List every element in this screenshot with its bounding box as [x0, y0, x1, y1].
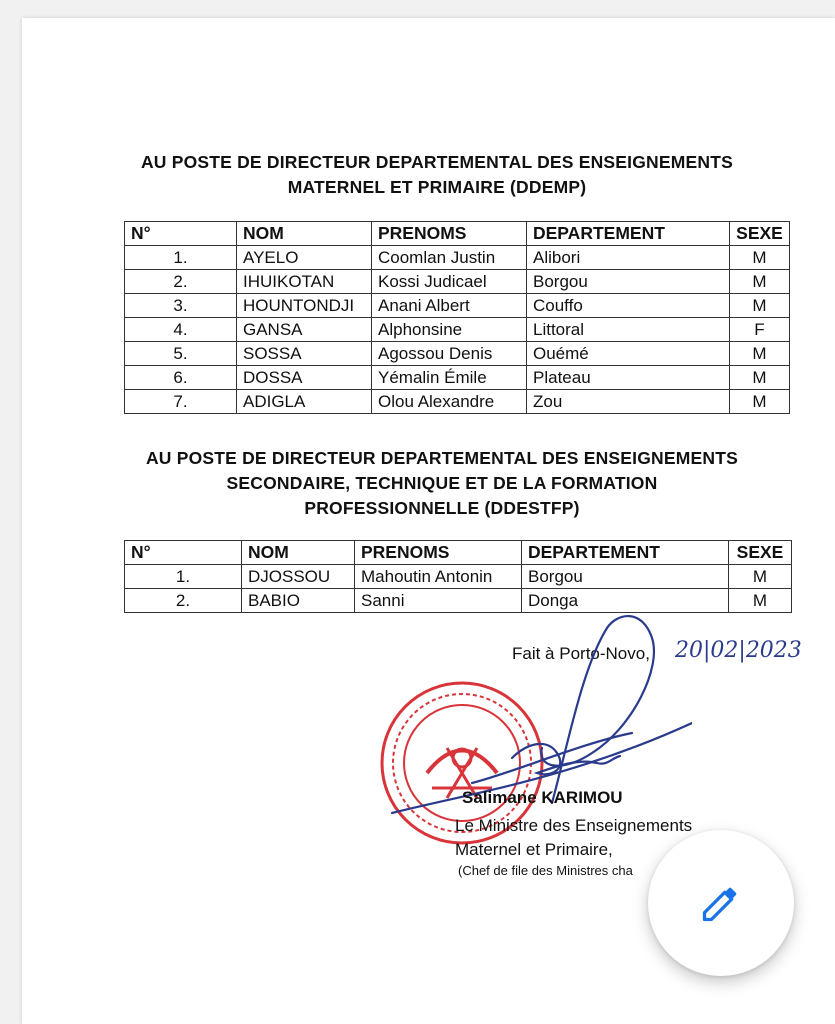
- cell-number: 1.: [125, 565, 242, 589]
- cell-nom: HOUNTONDJI: [237, 294, 372, 318]
- cell-sexe: F: [730, 318, 790, 342]
- cell-nom: ADIGLA: [237, 390, 372, 414]
- cell-nom: DOSSA: [237, 366, 372, 390]
- cell-nom: DJOSSOU: [242, 565, 355, 589]
- cell-number: 1.: [125, 246, 237, 270]
- col-number: N°: [125, 222, 237, 246]
- col-nom: NOM: [242, 541, 355, 565]
- table-header-row: [125, 222, 790, 246]
- cell-sexe: M: [730, 246, 790, 270]
- table-row: [125, 246, 790, 270]
- cell-sexe: M: [730, 270, 790, 294]
- table-row: [125, 294, 790, 318]
- cell-nom: IHUIKOTAN: [237, 270, 372, 294]
- section1-heading: AU POSTE DE DIRECTEUR DEPARTEMENTAL DES ENSEIGNEMENTS MATERNEL ET PRIMAIRE (DDEMP): [140, 152, 734, 197]
- col-prenoms: PRENOMS: [372, 222, 527, 246]
- signatory-name: Salimane KARIMOU: [462, 788, 623, 807]
- col-departement: DEPARTEMENT: [522, 541, 729, 565]
- cell-sexe: M: [729, 589, 792, 613]
- cell-number: 6.: [125, 366, 237, 390]
- cell-number: 3.: [125, 294, 237, 318]
- edit-button[interactable]: [648, 830, 794, 976]
- cell-prenoms: Yémalin Émile: [372, 366, 527, 390]
- pencil-icon: [699, 881, 743, 925]
- cell-nom: BABIO: [242, 589, 355, 613]
- cell-sexe: M: [730, 342, 790, 366]
- signatory-title: Le Ministre des Enseignements Maternel et Primaire,: [455, 816, 693, 859]
- cell-prenoms: Olou Alexandre: [372, 390, 527, 414]
- col-prenoms: PRENOMS: [355, 541, 522, 565]
- cell-sexe: M: [730, 294, 790, 318]
- cell-number: 2.: [125, 589, 242, 613]
- cell-departement: Alibori: [527, 246, 730, 270]
- cell-departement: Borgou: [527, 270, 730, 294]
- cell-departement: Zou: [527, 390, 730, 414]
- cell-prenoms: Alphonsine: [372, 318, 527, 342]
- cell-number: 4.: [125, 318, 237, 342]
- ddestfp-table: [124, 540, 792, 613]
- cell-prenoms: Kossi Judicael: [372, 270, 527, 294]
- cell-nom: SOSSA: [237, 342, 372, 366]
- document-page: [22, 18, 835, 1024]
- cell-nom: AYELO: [237, 246, 372, 270]
- cell-number: 2.: [125, 270, 237, 294]
- cell-prenoms: Agossou Denis: [372, 342, 527, 366]
- cell-prenoms: Mahoutin Antonin: [355, 565, 522, 589]
- cell-nom: GANSA: [237, 318, 372, 342]
- cell-prenoms: Anani Albert: [372, 294, 527, 318]
- col-departement: DEPARTEMENT: [527, 222, 730, 246]
- cell-sexe: M: [730, 390, 790, 414]
- col-nom: NOM: [237, 222, 372, 246]
- cell-sexe: M: [730, 366, 790, 390]
- section2-heading: AU POSTE DE DIRECTEUR DEPARTEMENTAL DES ENSEIGNEMENTS SECONDAIRE, TECHNIQUE ET DE LA FORMATION PROFESSIONNELLE (DDESTFP): [145, 448, 739, 518]
- cell-departement: Couffo: [527, 294, 730, 318]
- table-row: [125, 342, 790, 366]
- table-row: [125, 270, 790, 294]
- cell-departement: Donga: [522, 589, 729, 613]
- cell-departement: Ouémé: [527, 342, 730, 366]
- col-sexe: SEXE: [730, 222, 790, 246]
- table-row: [125, 366, 790, 390]
- table-row: [125, 318, 790, 342]
- cell-number: 5.: [125, 342, 237, 366]
- handwritten-date: 20|02|2023: [675, 638, 802, 663]
- cell-departement: Plateau: [527, 366, 730, 390]
- col-number: N°: [125, 541, 242, 565]
- cell-number: 7.: [125, 390, 237, 414]
- cell-prenoms: Coomlan Justin: [372, 246, 527, 270]
- ddemp-table: [124, 221, 790, 414]
- cell-departement: Borgou: [522, 565, 729, 589]
- table-header-row: [125, 541, 792, 565]
- col-sexe: SEXE: [729, 541, 792, 565]
- cell-prenoms: Sanni: [355, 589, 522, 613]
- table-row: [125, 565, 792, 589]
- table-row: [125, 390, 790, 414]
- cell-sexe: M: [729, 565, 792, 589]
- signing-place: Fait à Porto-Novo,: [512, 644, 650, 663]
- cell-departement: Littoral: [527, 318, 730, 342]
- signatory-note: (Chef de file des Ministres cha: [458, 863, 633, 878]
